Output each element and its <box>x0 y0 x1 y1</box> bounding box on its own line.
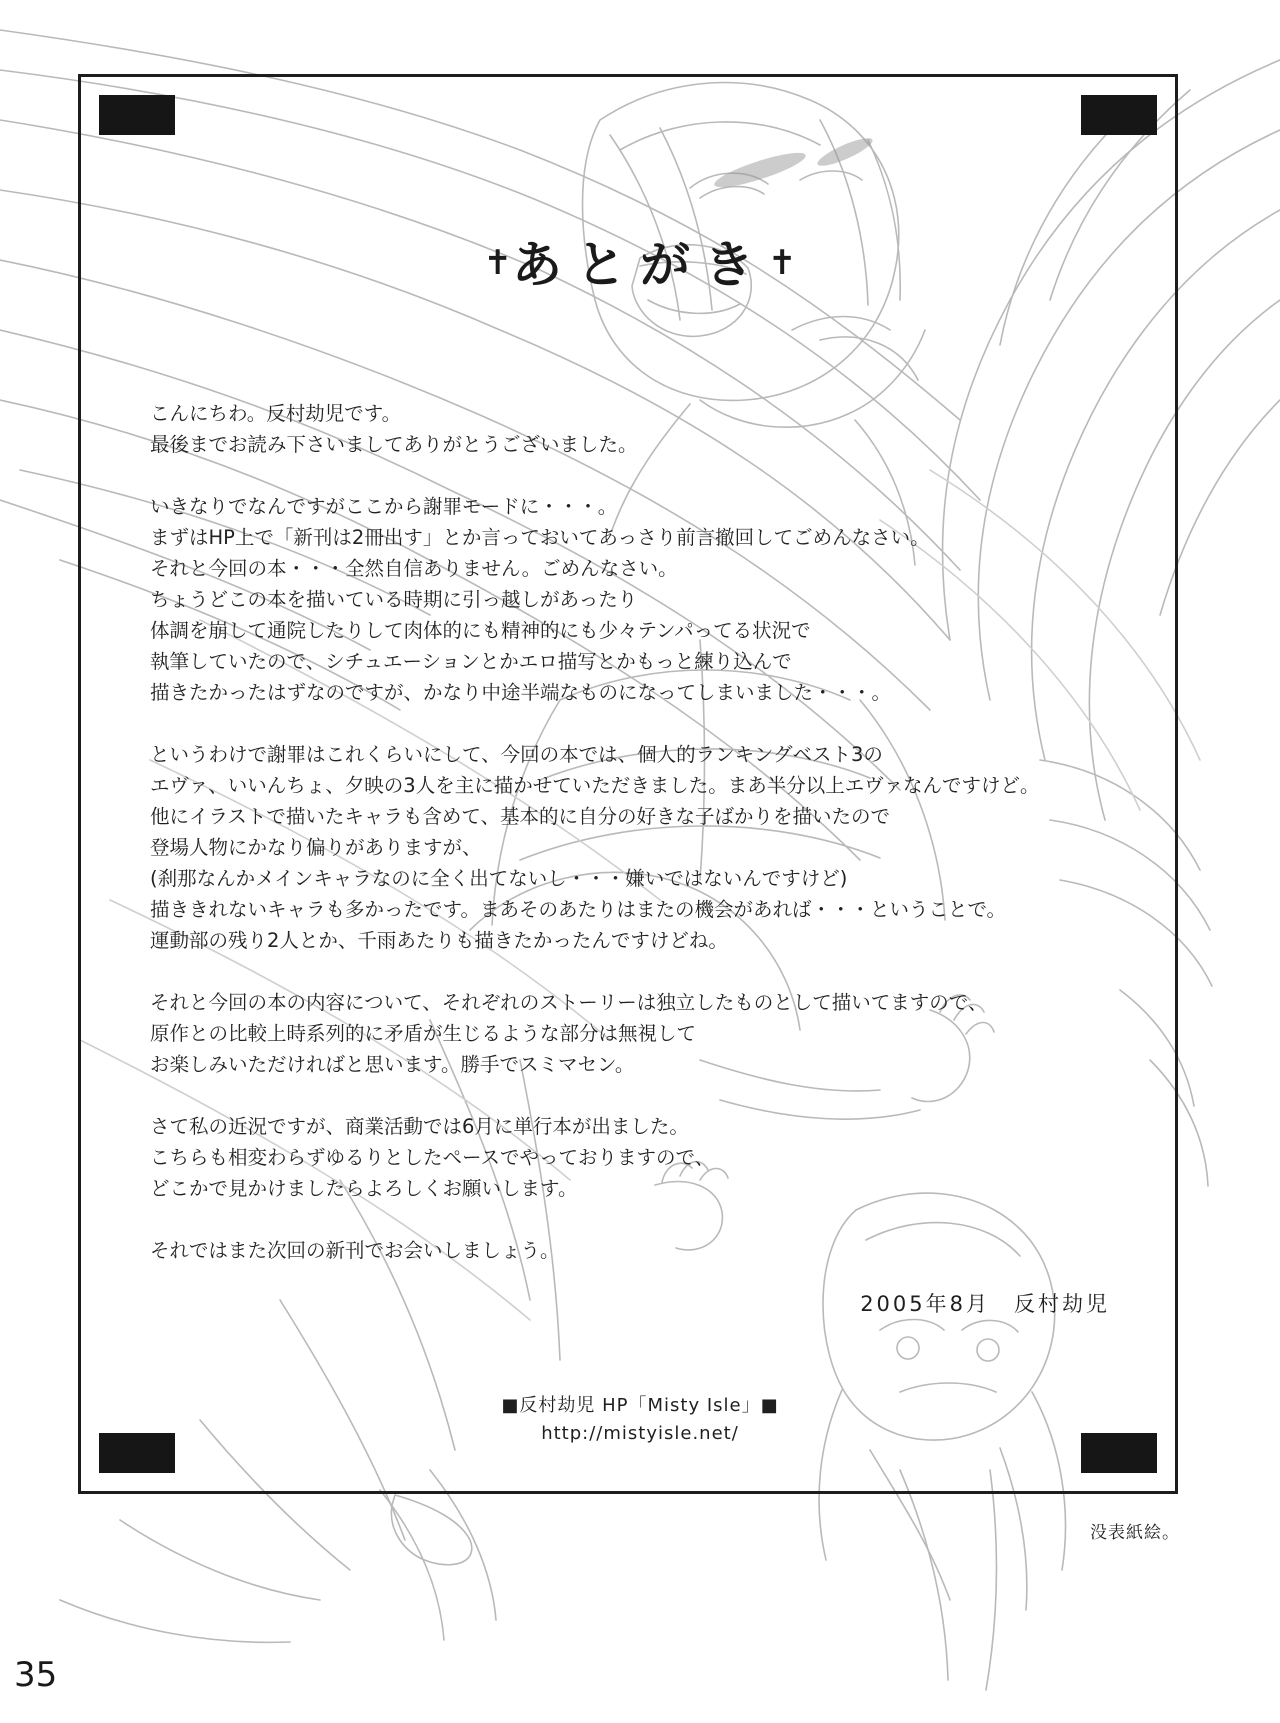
footer-credit <box>0 1392 1280 1448</box>
signature-line: 2005年8月 反村劫児 <box>860 1292 1110 1316</box>
text-line: 描ききれないキャラも多かったです。まあそのあたりはまたの機会があれば・・・ということで。 <box>150 898 1007 921</box>
text-line: 他にイラストで描いたキャラも含めて、基本的に自分の好きな子ばかりを描いたので <box>150 805 891 828</box>
text-line: 体調を崩して通院したりして肉体的にも精神的にも少々テンパってる状況で <box>150 619 811 642</box>
text-line: こちらも相変わらずゆるりとしたペースでやっておりますので、 <box>150 1146 715 1169</box>
text-line: それと今回の本の内容について、それぞれのストーリーは独立したものとして描いてますので、 <box>150 991 988 1014</box>
paragraph-4 <box>150 987 1080 1080</box>
text-line: 執筆していたので、シチュエーションとかエロ描写とかもっと練り込んで <box>150 650 792 673</box>
text-line: さて私の近況ですが、商業活動では6月に単行本が出ました。 <box>150 1115 689 1138</box>
illustration-caption: 没表紙絵。 <box>1090 1523 1180 1543</box>
website-url[interactable]: http://mistyisle.net/ <box>541 1423 739 1444</box>
text-line: 運動部の残り2人とか、千雨あたりも描きたかったんですけどね。 <box>150 929 728 952</box>
text-line: お楽しみいただければと思います。勝手でスミマセン。 <box>150 1053 635 1076</box>
text-line: 原作との比較上時系列的に矛盾が生じるような部分は無視して <box>150 1022 697 1045</box>
text-line: というわけで謝罪はこれくらいにして、今回の本では、個人的ランキングベスト3の <box>150 743 883 766</box>
text-line: いきなりでなんですがここから謝罪モードに・・・。 <box>150 495 618 518</box>
text-line: それではまた次回の新刊でお会いしましょう。 <box>150 1239 560 1262</box>
text-line: エヴァ、いいんちょ、夕映の3人を主に描かせていただきました。まあ半分以上エヴァなんですけど。 <box>150 774 1040 797</box>
page-title <box>0 225 1280 297</box>
text-line: ちょうどこの本を描いている時期に引っ越しがあったり <box>150 588 638 611</box>
text-line: こんにちわ。反村劫児です。 <box>150 402 402 425</box>
text-line: (刹那なんかメインキャラなのに全く出てないし・・・嫌いではないんですけど) <box>150 867 848 890</box>
paragraph-3 <box>150 739 1080 956</box>
afterword-body <box>150 398 1080 1266</box>
text-line: 登場人物にかなり偏りがありますが、 <box>150 836 482 859</box>
text-line: まずはHP上で「新刊は2冊出す」とか言っておいてあっさり前言撤回してごめんなさい。 <box>150 526 930 549</box>
cross-ornament-left: ✝ <box>483 243 512 283</box>
page-number: 35 <box>14 1655 58 1695</box>
paragraph-6 <box>150 1235 1080 1266</box>
page-title-text: あとがき <box>512 236 768 294</box>
paragraph-2 <box>150 491 1080 708</box>
paragraph-5 <box>150 1111 1080 1204</box>
website-name: ■反村劫児 HP「Misty Isle」■ <box>501 1395 779 1416</box>
text-line: どこかで見かけましたらよろしくお願いします。 <box>150 1177 578 1200</box>
text-line: 最後までお読み下さいましてありがとうございました。 <box>150 433 638 456</box>
paragraph-1 <box>150 398 1080 460</box>
text-line: 描きたかったはずなのですが、かなり中途半端なものになってしまいました・・・。 <box>150 681 892 704</box>
cross-ornament-right: ✝ <box>768 243 797 283</box>
text-line: それと今回の本・・・全然自信ありません。ごめんなさい。 <box>150 557 678 580</box>
